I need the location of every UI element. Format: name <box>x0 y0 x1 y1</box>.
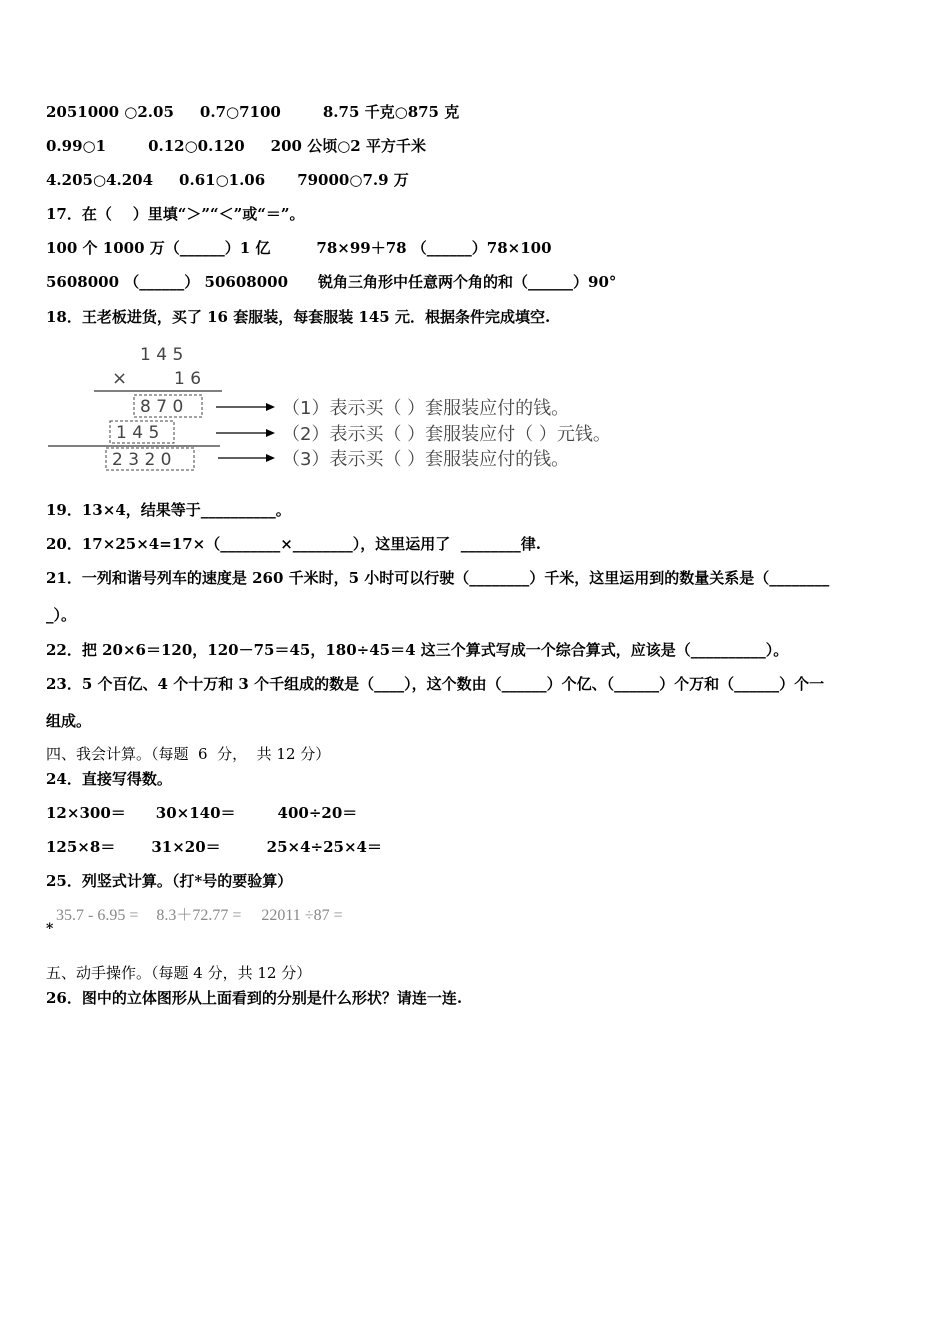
compare-item: 0.99○1 <box>46 137 107 155</box>
q24-title: 24．直接写得数。 <box>46 770 172 788</box>
q21-line-2: _）。 <box>46 606 77 624</box>
q17-item: 100 个 1000 万（______）1 亿 <box>46 239 271 257</box>
label-2: （2）表示买（ ）套服装应付（ ）元钱。 <box>282 424 611 445</box>
multiplicand: 1 4 5 <box>140 345 184 365</box>
vertical-multiplication-figure <box>46 338 736 478</box>
verify-star-mark: * <box>46 921 54 937</box>
arrow-3-head <box>266 454 275 462</box>
arrow-1-head <box>266 403 275 411</box>
compare-item: 200 公顷○2 平方千米 <box>270 137 426 155</box>
q19: 19．13×4，结果等于__________。 <box>46 501 291 519</box>
q25-expressions <box>56 902 343 925</box>
q24-item: 125×8＝ <box>46 838 116 856</box>
q24-row-1 <box>46 803 357 823</box>
times-sign: × <box>112 368 128 389</box>
q24-item: 12×300＝ <box>46 804 126 822</box>
compare-item: 8.75 千克○875 克 <box>322 103 460 121</box>
q17-item: 78×99＋78 （______）78×100 <box>316 239 552 257</box>
compare-item: 79000○7.9 万 <box>297 171 409 189</box>
partial-product-1: 8 7 0 <box>140 397 184 417</box>
q26: 26．图中的立体图形从上面看到的分别是什么形状？请连一连. <box>46 989 463 1007</box>
q17-row-2 <box>46 272 616 292</box>
q24-item: 25×4÷25×4＝ <box>266 838 382 856</box>
q22: 22．把 20×6＝120，120－75＝45，180÷45＝4 这三个算式写成一个综合算式，应该是（__________）。 <box>46 641 789 659</box>
arrow-2-head <box>266 429 275 437</box>
partial-product-2: 1 4 5 <box>116 423 160 443</box>
q25-item: 8.3＋72.77 = <box>156 907 242 924</box>
compare-row-2 <box>46 136 426 156</box>
q24-row-2 <box>46 837 382 857</box>
q24-item: 30×140＝ <box>155 804 236 822</box>
q24-item: 31×20＝ <box>151 838 221 856</box>
q25-item: 35.7 - 6.95 = <box>56 907 139 924</box>
q25-item: 22011 ÷87 = <box>261 907 343 924</box>
label-1: （1）表示买（ ）套服装应付的钱。 <box>282 398 570 419</box>
compare-row-3 <box>46 170 409 190</box>
q20: 20．17×25×4=17×（________×________），这里运用了 ________律. <box>46 535 541 553</box>
q18-title: 18．王老板进货，买了 16 套服装，每套服装 145 元．根据条件完成填空. <box>46 308 551 326</box>
q23-line-2: 组成。 <box>46 712 92 730</box>
compare-item: 0.61○1.06 <box>179 171 266 189</box>
label-3: （3）表示买（ ）套服装应付的钱。 <box>282 449 570 470</box>
q17-item: 5608000 （______） 50608000 <box>46 273 288 291</box>
compare-row-1 <box>46 102 459 122</box>
compare-item: 2051000 ○2.05 <box>46 103 174 121</box>
compare-item: 0.7○7100 <box>199 103 281 121</box>
compare-item: 0.12○0.120 <box>148 137 245 155</box>
q17-row-1 <box>46 238 552 258</box>
q25-title: 25．列竖式计算。（打*号的要验算） <box>46 872 293 890</box>
q24-item: 400÷20＝ <box>277 804 358 822</box>
q17-title: 17．在（ ）里填“＞”“＜”或“＝”。 <box>46 205 305 223</box>
section-4-heading: 四、我会计算。（每题 6 分， 共 12 分） <box>46 745 331 763</box>
product: 2 3 2 0 <box>112 450 172 470</box>
q17-item: 锐角三角形中任意两个角的和（______）90° <box>318 273 617 291</box>
section-5-heading: 五、动手操作。（每题 4 分，共 12 分） <box>46 964 312 982</box>
q23-line-1: 23．5 个百亿、4 个十万和 3 个千组成的数是（____），这个数由（______）个亿、（______）个万和（______）个一 <box>46 675 825 693</box>
compare-item: 4.205○4.204 <box>46 171 154 189</box>
multiplier: 1 6 <box>174 369 202 389</box>
q21-line-1: 21．一列和谐号列车的速度是 260 千米时，5 小时可以行驶（________）千米，这里运用到的数量关系是（________ <box>46 569 830 587</box>
